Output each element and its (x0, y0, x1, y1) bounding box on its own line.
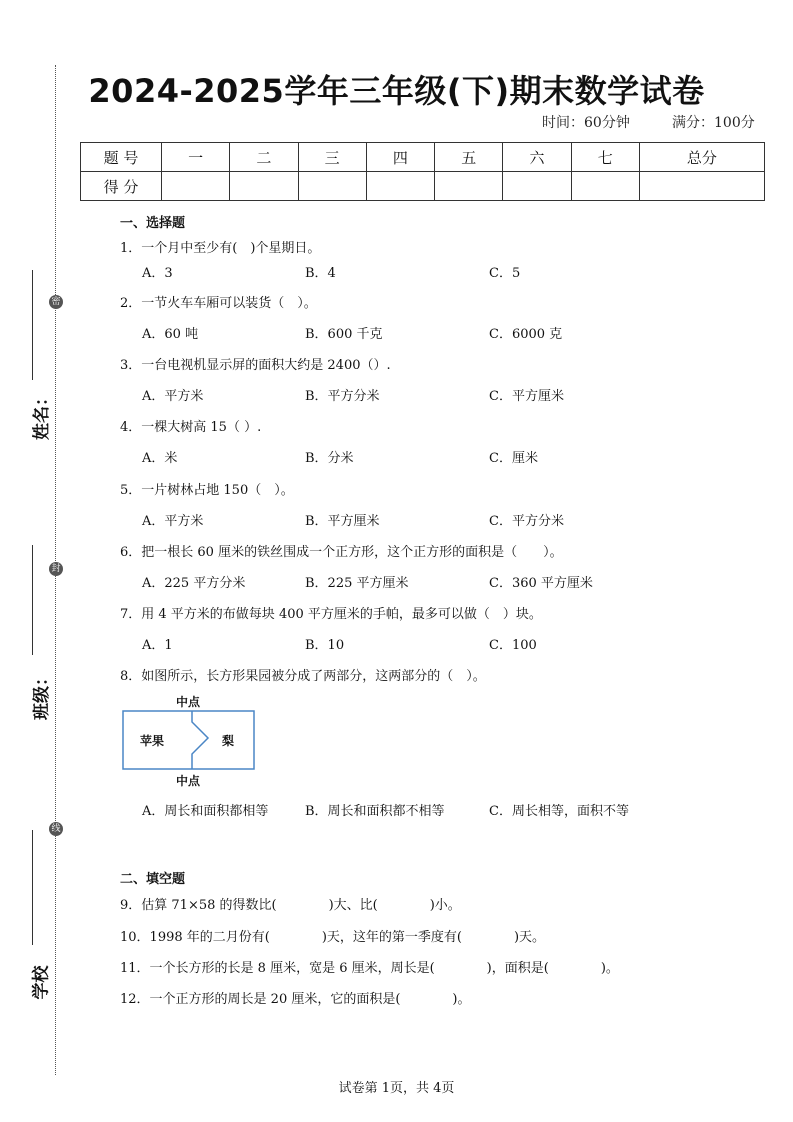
header-cell: 总分 (639, 143, 764, 172)
header-cell: 五 (435, 143, 503, 172)
question-9: 9．估算 71×58 的得数比( )大、比( )小。 (120, 898, 461, 913)
figure-bottom-label: 中点 (176, 774, 201, 788)
q8-option-c: C．周长相等，面积不等 (489, 804, 629, 819)
figure-top-label: 中点 (176, 695, 201, 709)
question-3: 3．一台电视机显示屏的面积大约是 2400（）. (120, 358, 391, 373)
header-cell: 四 (366, 143, 434, 172)
seal-feng: 封 (49, 562, 63, 576)
score-cell[interactable] (639, 172, 764, 201)
q2-option-c: C．6000 克 (489, 327, 563, 342)
score-cell[interactable] (435, 172, 503, 201)
q1-option-a: A．3 (142, 266, 173, 281)
q4-option-a: A．米 (142, 451, 178, 466)
page-footer: 试卷第 1页，共 4页 (338, 1081, 455, 1096)
question-8: 8．如图所示，长方形果园被分成了两部分，这两部分的（ ）。 (120, 669, 486, 684)
header-cell: 三 (298, 143, 366, 172)
figure-right-label: 梨 (222, 734, 235, 748)
question-2: 2．一节火车车厢可以装货（ ）。 (120, 296, 317, 311)
q4-option-c: C．厘米 (489, 451, 538, 466)
seal-mi: 密 (49, 295, 63, 309)
q2-option-b: B．600 千克 (305, 327, 383, 342)
question-7: 7．用 4 平方米的布做每块 400 平方厘米的手帕，最多可以做（ ）块。 (120, 607, 542, 622)
question-11: 11．一个长方形的长是 8 厘米，宽是 6 厘米，周长是( )，面积是( )。 (120, 961, 619, 976)
class-label: 班级： (32, 669, 52, 720)
score-table (80, 142, 765, 201)
q4-option-b: B．分米 (305, 451, 354, 466)
q6-option-c: C．360 平方厘米 (489, 576, 593, 591)
header-cell: 二 (230, 143, 298, 172)
section2-title: 二、填空题 (120, 872, 186, 887)
score-cell[interactable] (571, 172, 639, 201)
school-label: 学校 (31, 965, 52, 1000)
score-cell[interactable] (298, 172, 366, 201)
q5-option-c: C．平方分米 (489, 514, 564, 529)
score-table-header (81, 143, 765, 172)
header-cell: 题 号 (81, 143, 162, 172)
header-cell: 一 (162, 143, 230, 172)
q3-option-c: C．平方厘米 (489, 389, 564, 404)
q8-option-b: B．周长和面积都不相等 (305, 804, 445, 819)
q7-option-c: C．100 (489, 638, 537, 653)
orchard-divider (192, 711, 208, 769)
score-cell[interactable] (162, 172, 230, 201)
class-underline (32, 545, 33, 655)
q5-option-a: A．平方米 (142, 514, 204, 529)
figure-left-label: 苹果 (140, 734, 165, 748)
exam-time: 时间：60分钟 (542, 115, 630, 131)
question-12: 12．一个正方形的周长是 20 厘米，它的面积是( )。 (120, 992, 471, 1007)
q3-option-a: A．平方米 (142, 389, 204, 404)
name-underline (32, 270, 33, 380)
score-cell[interactable] (230, 172, 298, 201)
page-title: 2024-2025学年三年级(下)期末数学试卷 (88, 72, 705, 110)
question-4: 4．一棵大树高 15（ ）. (120, 420, 262, 435)
header-cell: 七 (571, 143, 639, 172)
question-10: 10．1998 年的二月份有( )天，这年的第一季度有( )天。 (120, 930, 546, 945)
question-1: 1．一个月中至少有( )个星期日。 (120, 241, 321, 256)
seal-xian: 线 (49, 822, 63, 836)
q6-option-a: A．225 平方分米 (142, 576, 246, 591)
q7-option-a: A．1 (142, 638, 173, 653)
q1-option-b: B．4 (305, 266, 336, 281)
header-cell: 六 (503, 143, 571, 172)
q1-option-c: C．5 (489, 266, 521, 281)
question-5: 5．一片树林占地 150（ ）。 (120, 483, 294, 498)
q8-option-a: A．周长和面积都相等 (142, 804, 269, 819)
school-underline (32, 830, 33, 945)
score-cell[interactable] (366, 172, 434, 201)
full-score: 满分：100分 (672, 115, 755, 131)
q5-option-b: B．平方厘米 (305, 514, 380, 529)
q6-option-b: B．225 平方厘米 (305, 576, 409, 591)
question-6: 6．把一根长 60 厘米的铁丝围成一个正方形，这个正方形的面积是（ ）。 (120, 545, 563, 560)
name-label: 姓名： (32, 389, 52, 440)
q7-option-b: B．10 (305, 638, 345, 653)
score-table-row (81, 172, 765, 201)
q3-option-b: B．平方分米 (305, 389, 380, 404)
score-row-label: 得 分 (81, 172, 162, 201)
section1-title: 一、选择题 (120, 216, 186, 231)
q2-option-a: A．60 吨 (142, 327, 199, 342)
score-cell[interactable] (503, 172, 571, 201)
